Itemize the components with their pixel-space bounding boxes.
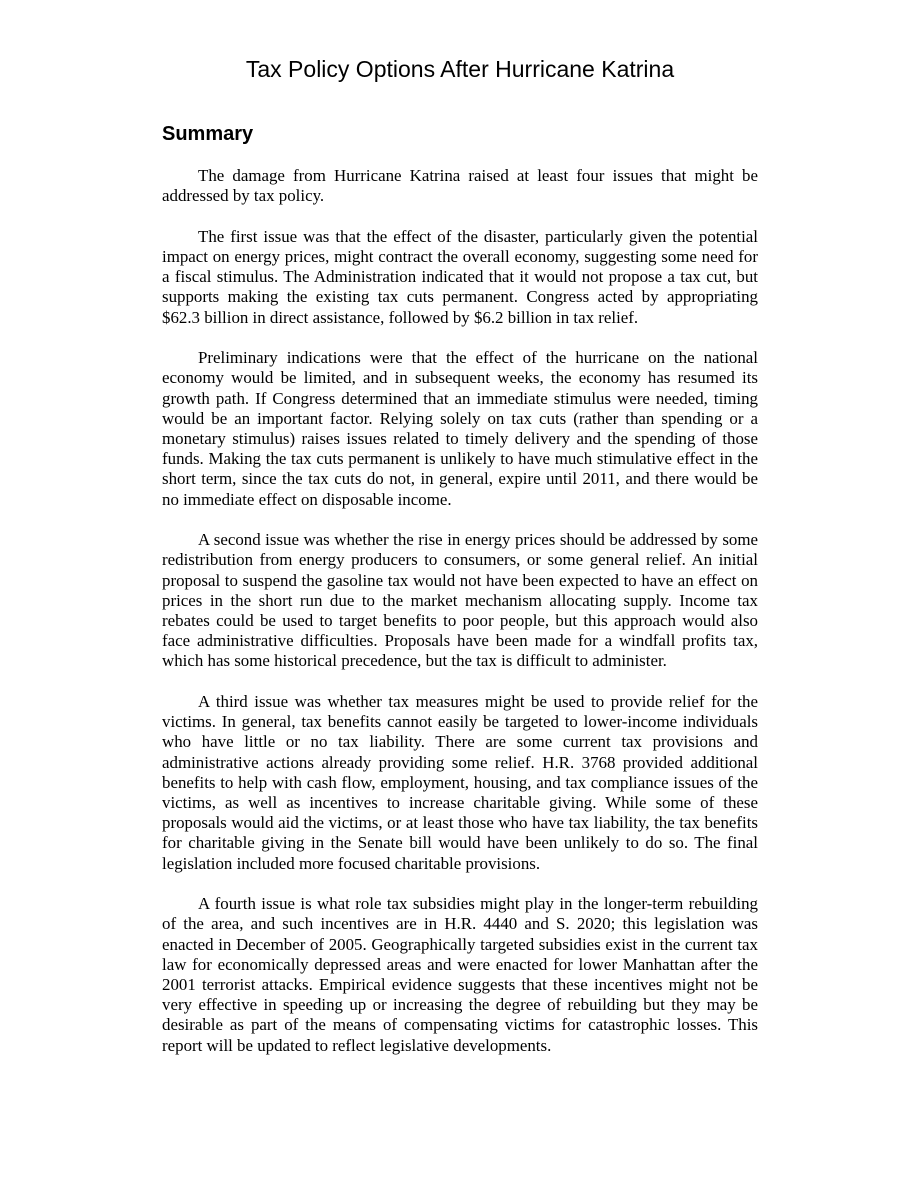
summary-paragraph-1: The damage from Hurricane Katrina raised at least four issues that might be addressed by tax policy. [162,166,758,206]
summary-paragraph-5: A third issue was whether tax measures might be used to provide relief for the victims. In general, tax benefits cannot easily be targeted to lower-income individuals who have little or no tax liability. There are some current tax provisions and administrative actions already providing some relief. H.R. 3768 provided additional benefits to help with cash flow, employment, housing, and tax compliance issues of the victims, as well as incentives to increase charitable giving. While some of these proposals would aid the victims, or at least those who have tax liability, the tax benefits for charitable giving in the Senate bill would have been unlikely to do so. The final legislation included more focused charitable provisions. [162,692,758,873]
summary-body [162,166,758,1076]
summary-paragraph-2: The first issue was that the effect of the disaster, particularly given the potential impact on energy prices, might contract the overall economy, suggesting some need for a fiscal stimulus. The Administration indicated that it would not propose a tax cut, but supports making the existing tax cuts permanent. Congress acted by appropriating $62.3 billion in direct assistance, followed by $6.2 billion in tax relief. [162,226,758,327]
summary-paragraph-6: A fourth issue is what role tax subsidies might play in the longer-term rebuilding of the area, and such incentives are in H.R. 4440 and S. 2020; this legislation was enacted in December of 2005. Geographically targeted subsidies exist in the current tax law for economically depressed areas and were enacted for lower Manhattan after the 2001 terrorist attacks. Empirical evidence suggests that these incentives might not be very effective in speeding up or increasing the degree of rebuilding but they may be desirable as part of the means of compensating victims for catastrophic losses. This report will be updated to reflect legislative developments. [162,894,758,1055]
document-title: Tax Policy Options After Hurricane Katrina [245,56,675,82]
summary-heading: Summary [162,123,254,145]
summary-paragraph-4: A second issue was whether the rise in energy prices should be addressed by some redistribution from energy producers to consumers, or some general relief. An initial proposal to suspend the gasoline tax would not have been expected to have an effect on prices in the short run due to the market mechanism allocating supply. Income tax rebates could be used to target benefits to poor people, but this approach would also face administrative difficulties. Proposals have been made for a windfall profits tax, which has some historical precedence, but the tax is difficult to administer. [162,530,758,671]
summary-paragraph-3: Preliminary indications were that the effect of the hurricane on the national economy would be limited, and in subsequent weeks, the economy has resumed its growth path. If Congress determined that an immediate stimulus were needed, timing would be an important factor. Relying solely on tax cuts (rather than spending or a monetary stimulus) raises issues related to timely delivery and the spending of those funds. Making the tax cuts permanent is unlikely to have much stimulative effect in the short term, since the tax cuts do not, in general, expire until 2011, and there would be no immediate effect on disposable income. [162,348,758,509]
